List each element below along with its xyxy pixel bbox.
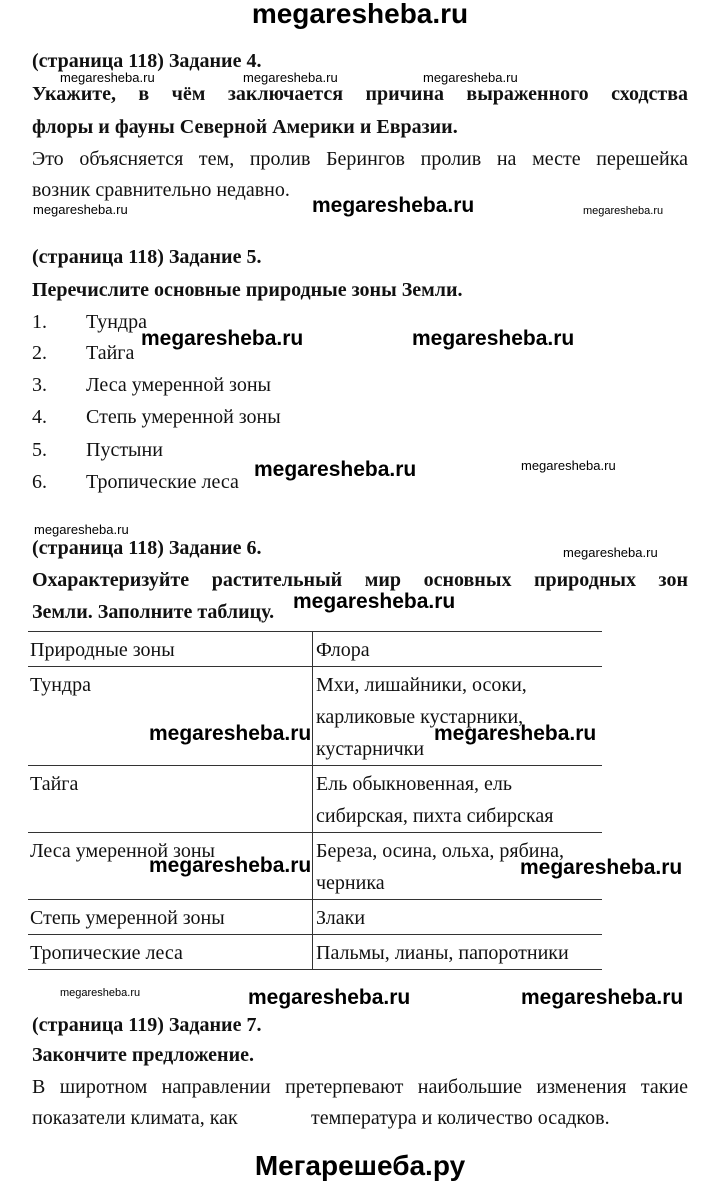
watermark: megaresheba.ru bbox=[254, 458, 417, 481]
list-item-number: 3. bbox=[32, 374, 47, 396]
task7-question: Закончите предложение. bbox=[32, 1044, 254, 1066]
list-item-number: 2. bbox=[32, 342, 47, 364]
task4-question-line1: Укажите, в чём заключается причина выраженного сходства bbox=[32, 83, 688, 105]
watermark: megaresheba.ru bbox=[293, 590, 456, 613]
task4-answer-line1: Это объясняется тем, пролив Берингов пролив на месте перешейка bbox=[32, 148, 688, 170]
list-item-text: Пустыни bbox=[86, 439, 163, 461]
task6-question-line1: Охарактеризуйте растительный мир основных природных зон bbox=[32, 569, 688, 591]
watermark: megaresheba.ru bbox=[583, 205, 664, 217]
list-item bbox=[32, 439, 163, 462]
flora-line: Пальмы, лианы, папоротники bbox=[316, 942, 569, 964]
watermark: megaresheba.ru bbox=[149, 722, 312, 745]
watermark: megaresheba.ru bbox=[60, 70, 155, 85]
task6-question-line2: Земли. Заполните таблицу. bbox=[32, 601, 275, 623]
table-cell-zone: Тундра bbox=[28, 667, 313, 766]
watermark: megaresheba.ru bbox=[434, 722, 597, 745]
task7-answer-line2a: показатели климата, как bbox=[32, 1107, 238, 1129]
table-row bbox=[28, 935, 602, 970]
task7-answer-line2b: температура и количество осадков. bbox=[311, 1107, 610, 1129]
task4-answer-line2: возник сравнительно недавно. bbox=[32, 179, 290, 201]
table-cell-zone: Степь умеренной зоны bbox=[28, 900, 313, 935]
flora-line: Ель обыкновенная, ель bbox=[316, 773, 513, 795]
site-header: megaresheba.ru bbox=[251, 0, 469, 29]
list-item-text: Тайга bbox=[86, 342, 135, 364]
watermark: megaresheba.ru bbox=[60, 987, 141, 999]
list-item bbox=[32, 374, 271, 397]
table-cell-zone: Тайга bbox=[28, 766, 313, 833]
table-row bbox=[28, 833, 602, 900]
watermark: megaresheba.ru bbox=[520, 856, 683, 879]
watermark: megaresheba.ru bbox=[412, 327, 575, 350]
table-row bbox=[28, 900, 602, 935]
list-item-number: 4. bbox=[32, 406, 47, 428]
list-item-number: 6. bbox=[32, 471, 47, 493]
list-item bbox=[32, 471, 239, 494]
watermark: megaresheba.ru bbox=[312, 194, 475, 217]
list-item bbox=[32, 406, 281, 429]
flora-line: черника bbox=[316, 872, 385, 894]
table-cell-flora bbox=[313, 900, 603, 935]
task7-answer-line1: В широтном направлении претерпевают наибольшие изменения такие bbox=[32, 1076, 688, 1098]
watermark: megaresheba.ru bbox=[248, 986, 411, 1009]
table-row bbox=[28, 667, 602, 766]
watermark: megaresheba.ru bbox=[149, 854, 312, 877]
watermark: megaresheba.ru bbox=[423, 70, 518, 85]
list-item-number: 5. bbox=[32, 439, 47, 461]
list-item bbox=[32, 311, 147, 334]
watermark: megaresheba.ru bbox=[33, 202, 128, 217]
table-cell-flora bbox=[313, 667, 603, 766]
table-cell-flora bbox=[313, 766, 603, 833]
task5-question: Перечислите основные природные зоны Земли. bbox=[32, 279, 463, 301]
watermark: megaresheba.ru bbox=[34, 522, 129, 537]
table-cell-zone: Тропические леса bbox=[28, 935, 313, 970]
site-footer: Мегарешеба.ру bbox=[254, 1150, 466, 1181]
flora-line: Мхи, лишайники, осоки, bbox=[316, 674, 527, 696]
flora-line: сибирская, пихта сибирская bbox=[316, 805, 554, 827]
table-header-row bbox=[28, 632, 602, 667]
flora-line: Береза, осина, ольха, рябина, bbox=[316, 840, 565, 862]
flora-line: Злаки bbox=[316, 907, 366, 929]
list-item-text: Степь умеренной зоны bbox=[86, 406, 281, 428]
table-header-flora: Флора bbox=[313, 632, 603, 667]
task5-heading: (страница 118) Задание 5. bbox=[32, 246, 262, 268]
list-item-number: 1. bbox=[32, 311, 47, 333]
task7-heading: (страница 119) Задание 7. bbox=[32, 1014, 262, 1036]
table-cell-zone: Леса умеренной зоны bbox=[28, 833, 313, 900]
flora-line: кустарнички bbox=[316, 738, 425, 760]
list-item bbox=[32, 342, 134, 365]
watermark: megaresheba.ru bbox=[563, 545, 658, 560]
table-header-zone: Природные зоны bbox=[28, 632, 313, 667]
task4-question-line2: флоры и фауны Северной Америки и Евразии. bbox=[32, 116, 458, 138]
watermark: megaresheba.ru bbox=[521, 458, 616, 473]
table-row bbox=[28, 766, 602, 833]
flora-table bbox=[28, 631, 602, 970]
list-item-text: Тропические леса bbox=[86, 471, 239, 493]
list-item-text: Тундра bbox=[86, 311, 147, 333]
flora-line: карликовые кустарники, bbox=[316, 706, 524, 728]
task4-heading: (страница 118) Задание 4. bbox=[32, 50, 262, 72]
watermark: megaresheba.ru bbox=[141, 327, 304, 350]
watermark: megaresheba.ru bbox=[521, 986, 684, 1009]
table-cell-flora bbox=[313, 935, 603, 970]
watermark: megaresheba.ru bbox=[243, 70, 338, 85]
list-item-text: Леса умеренной зоны bbox=[86, 374, 271, 396]
task6-heading: (страница 118) Задание 6. bbox=[32, 537, 262, 559]
